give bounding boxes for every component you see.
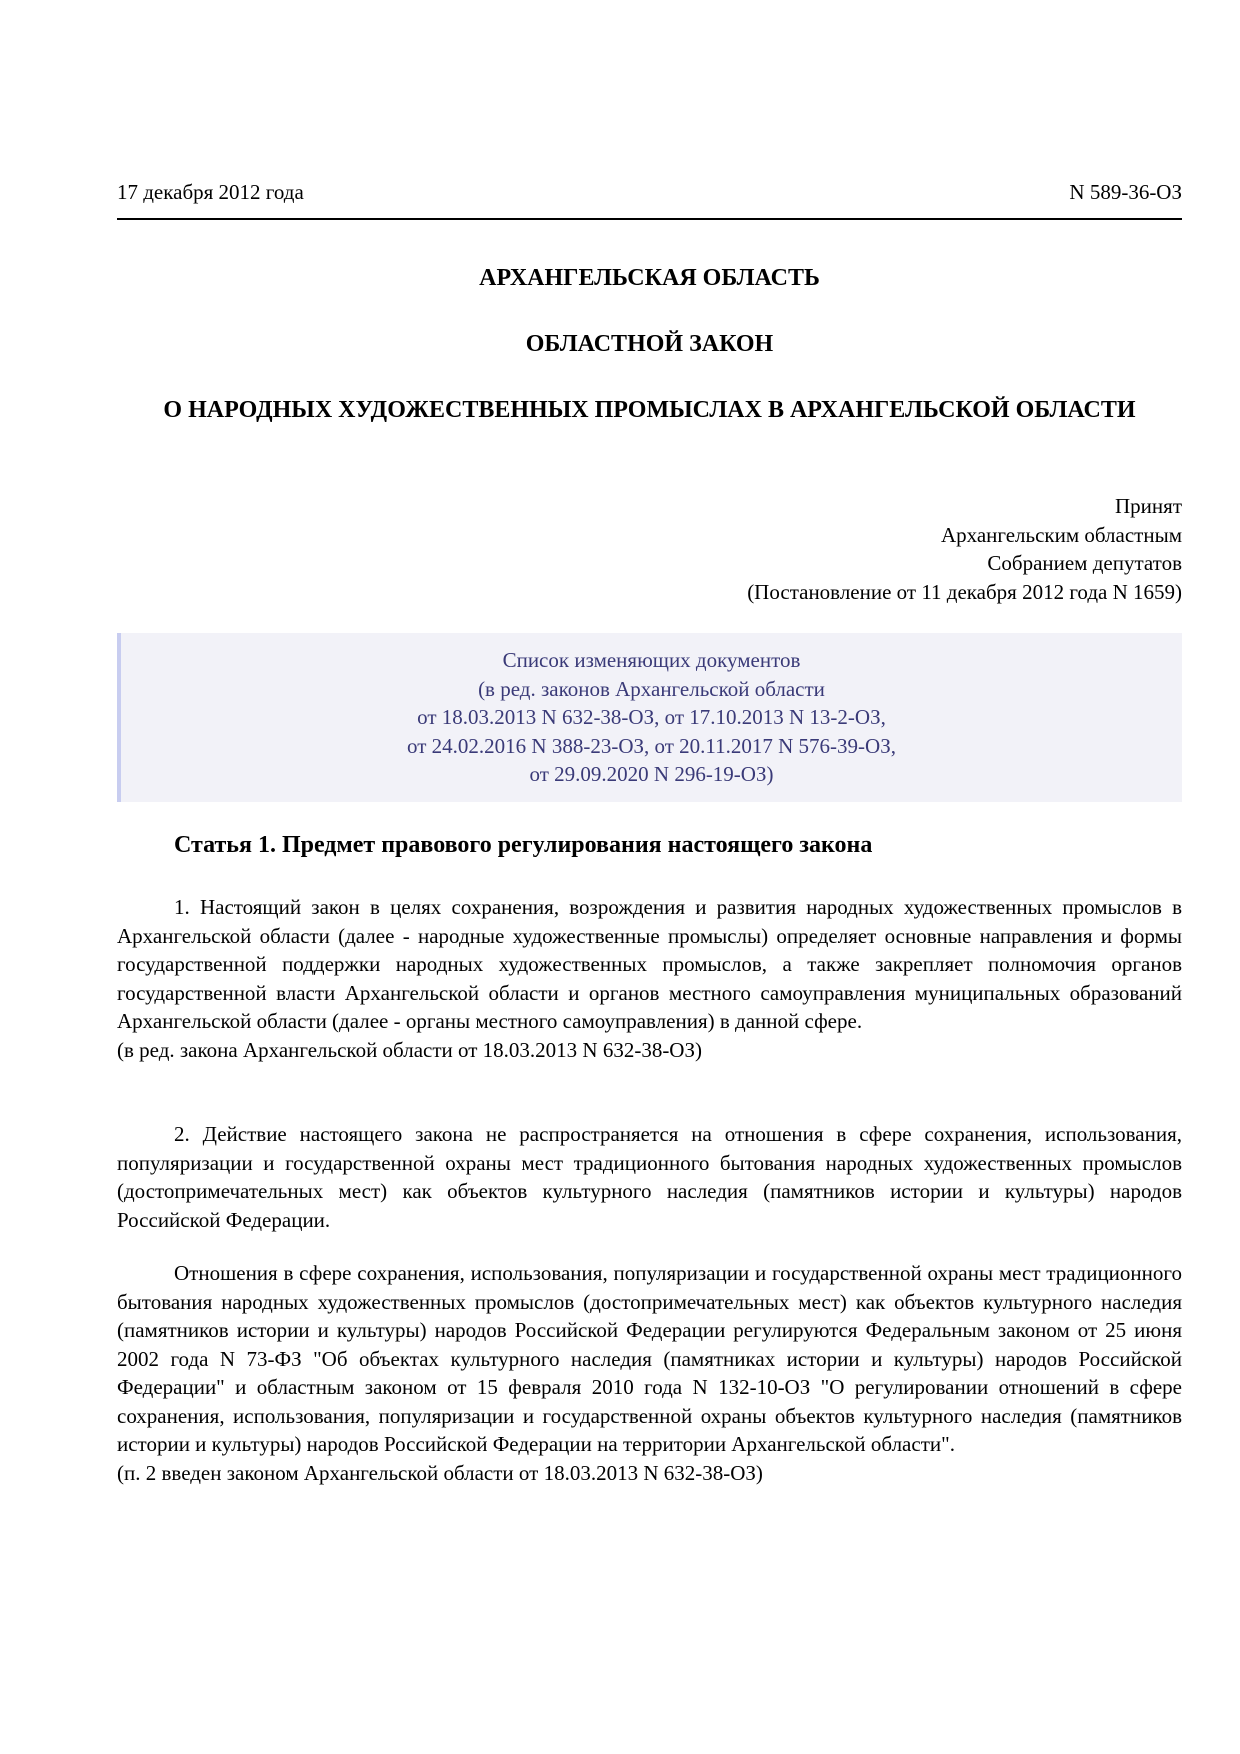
adoption-line: Архангельским областным — [940, 522, 1182, 547]
region-title: АРХАНГЕЛЬСКАЯ ОБЛАСТЬ — [479, 265, 820, 291]
adoption-info — [747, 492, 1182, 606]
law-name-title: О НАРОДНЫХ ХУДОЖЕСТВЕННЫХ ПРОМЫСЛАХ В АРХАНГЕЛЬСКОЙ ОБЛАСТИ — [163, 397, 1136, 423]
paragraph: 2. Действие настоящего закона не распространяется на отношения в сфере сохранения, использования, популяризации и государственной охраны мест традиционного бытования народных художественных промыслов (достопримечательных мест) как объектов культурного наследия (памятников истории и культуры) народов Российской Федерации. — [117, 1122, 1182, 1232]
amending-line[interactable]: от 18.03.2013 N 632-38-ОЗ, от 17.10.2013 N 13-2-ОЗ, — [417, 705, 886, 729]
paragraph: 1. Настоящий закон в целях сохранения, возрождения и развития народных художественных промыслов в Архангельской области (далее - народные художественные промыслы) определяет основные направления и формы государственной поддержки народных художественных промыслов, а также закрепляет полномочия органов государственной власти Архангельской области и органов местного самоуправления муниципальных образований Архангельской области (далее - органы местного самоуправления) в данной сфере. — [117, 895, 1182, 1033]
article-1-part-3 — [117, 1259, 1182, 1487]
article-1-part-2 — [117, 1120, 1182, 1234]
amending-line: Список изменяющих документов — [502, 648, 801, 672]
adoption-line: Собранием депутатов — [987, 551, 1182, 575]
article-1-part-1 — [117, 893, 1182, 1064]
amending-line: (в ред. законов Архангельской области — [478, 676, 825, 701]
document-header — [117, 180, 1182, 205]
edit-note: (п. 2 введен законом Архангельской области от 18.03.2013 N 632-38-ОЗ) — [117, 1460, 763, 1485]
edit-note: (в ред. закона Архангельской области от 18.03.2013 N 632-38-ОЗ) — [117, 1037, 702, 1062]
paragraph: Отношения в сфере сохранения, использования, популяризации и государственной охраны мест традиционного бытования народных художественных промыслов (достопримечательных мест) как объектов культурного наследия (памятников истории и культуры) народов Российской Федерации регулируются Федеральным законом от 25 июня 2002 года N 73-ФЗ "Об объектах культурного наследия (памятниках истории и культуры) народов Российской Федерации" и областным законом от 15 февраля 2010 года N 132-10-ОЗ "О регулировании отношений в сфере сохранения, использования, популяризации и государственной охраны объектов культурного наследия (памятников истории и культуры) народов Российской Федерации на территории Архангельской области". — [117, 1261, 1182, 1456]
adoption-line: Принят — [1115, 494, 1182, 518]
amending-documents-box — [117, 633, 1182, 802]
amending-line[interactable]: от 29.09.2020 N 296-19-ОЗ) — [529, 762, 774, 786]
adoption-line: (Постановление от 11 декабря 2012 года N 1659) — [747, 579, 1182, 604]
law-number: N 589-36-ОЗ — [1069, 180, 1182, 204]
law-type-title: ОБЛАСТНОЙ ЗАКОН — [525, 331, 774, 357]
article-heading: Статья 1. Предмет правового регулирования настоящего закона — [174, 832, 873, 858]
law-date: 17 декабря 2012 года — [117, 180, 304, 204]
amending-line[interactable]: от 24.02.2016 N 388-23-ОЗ, от 20.11.2017 N 576-39-ОЗ, — [407, 733, 896, 758]
header-divider — [117, 218, 1182, 220]
